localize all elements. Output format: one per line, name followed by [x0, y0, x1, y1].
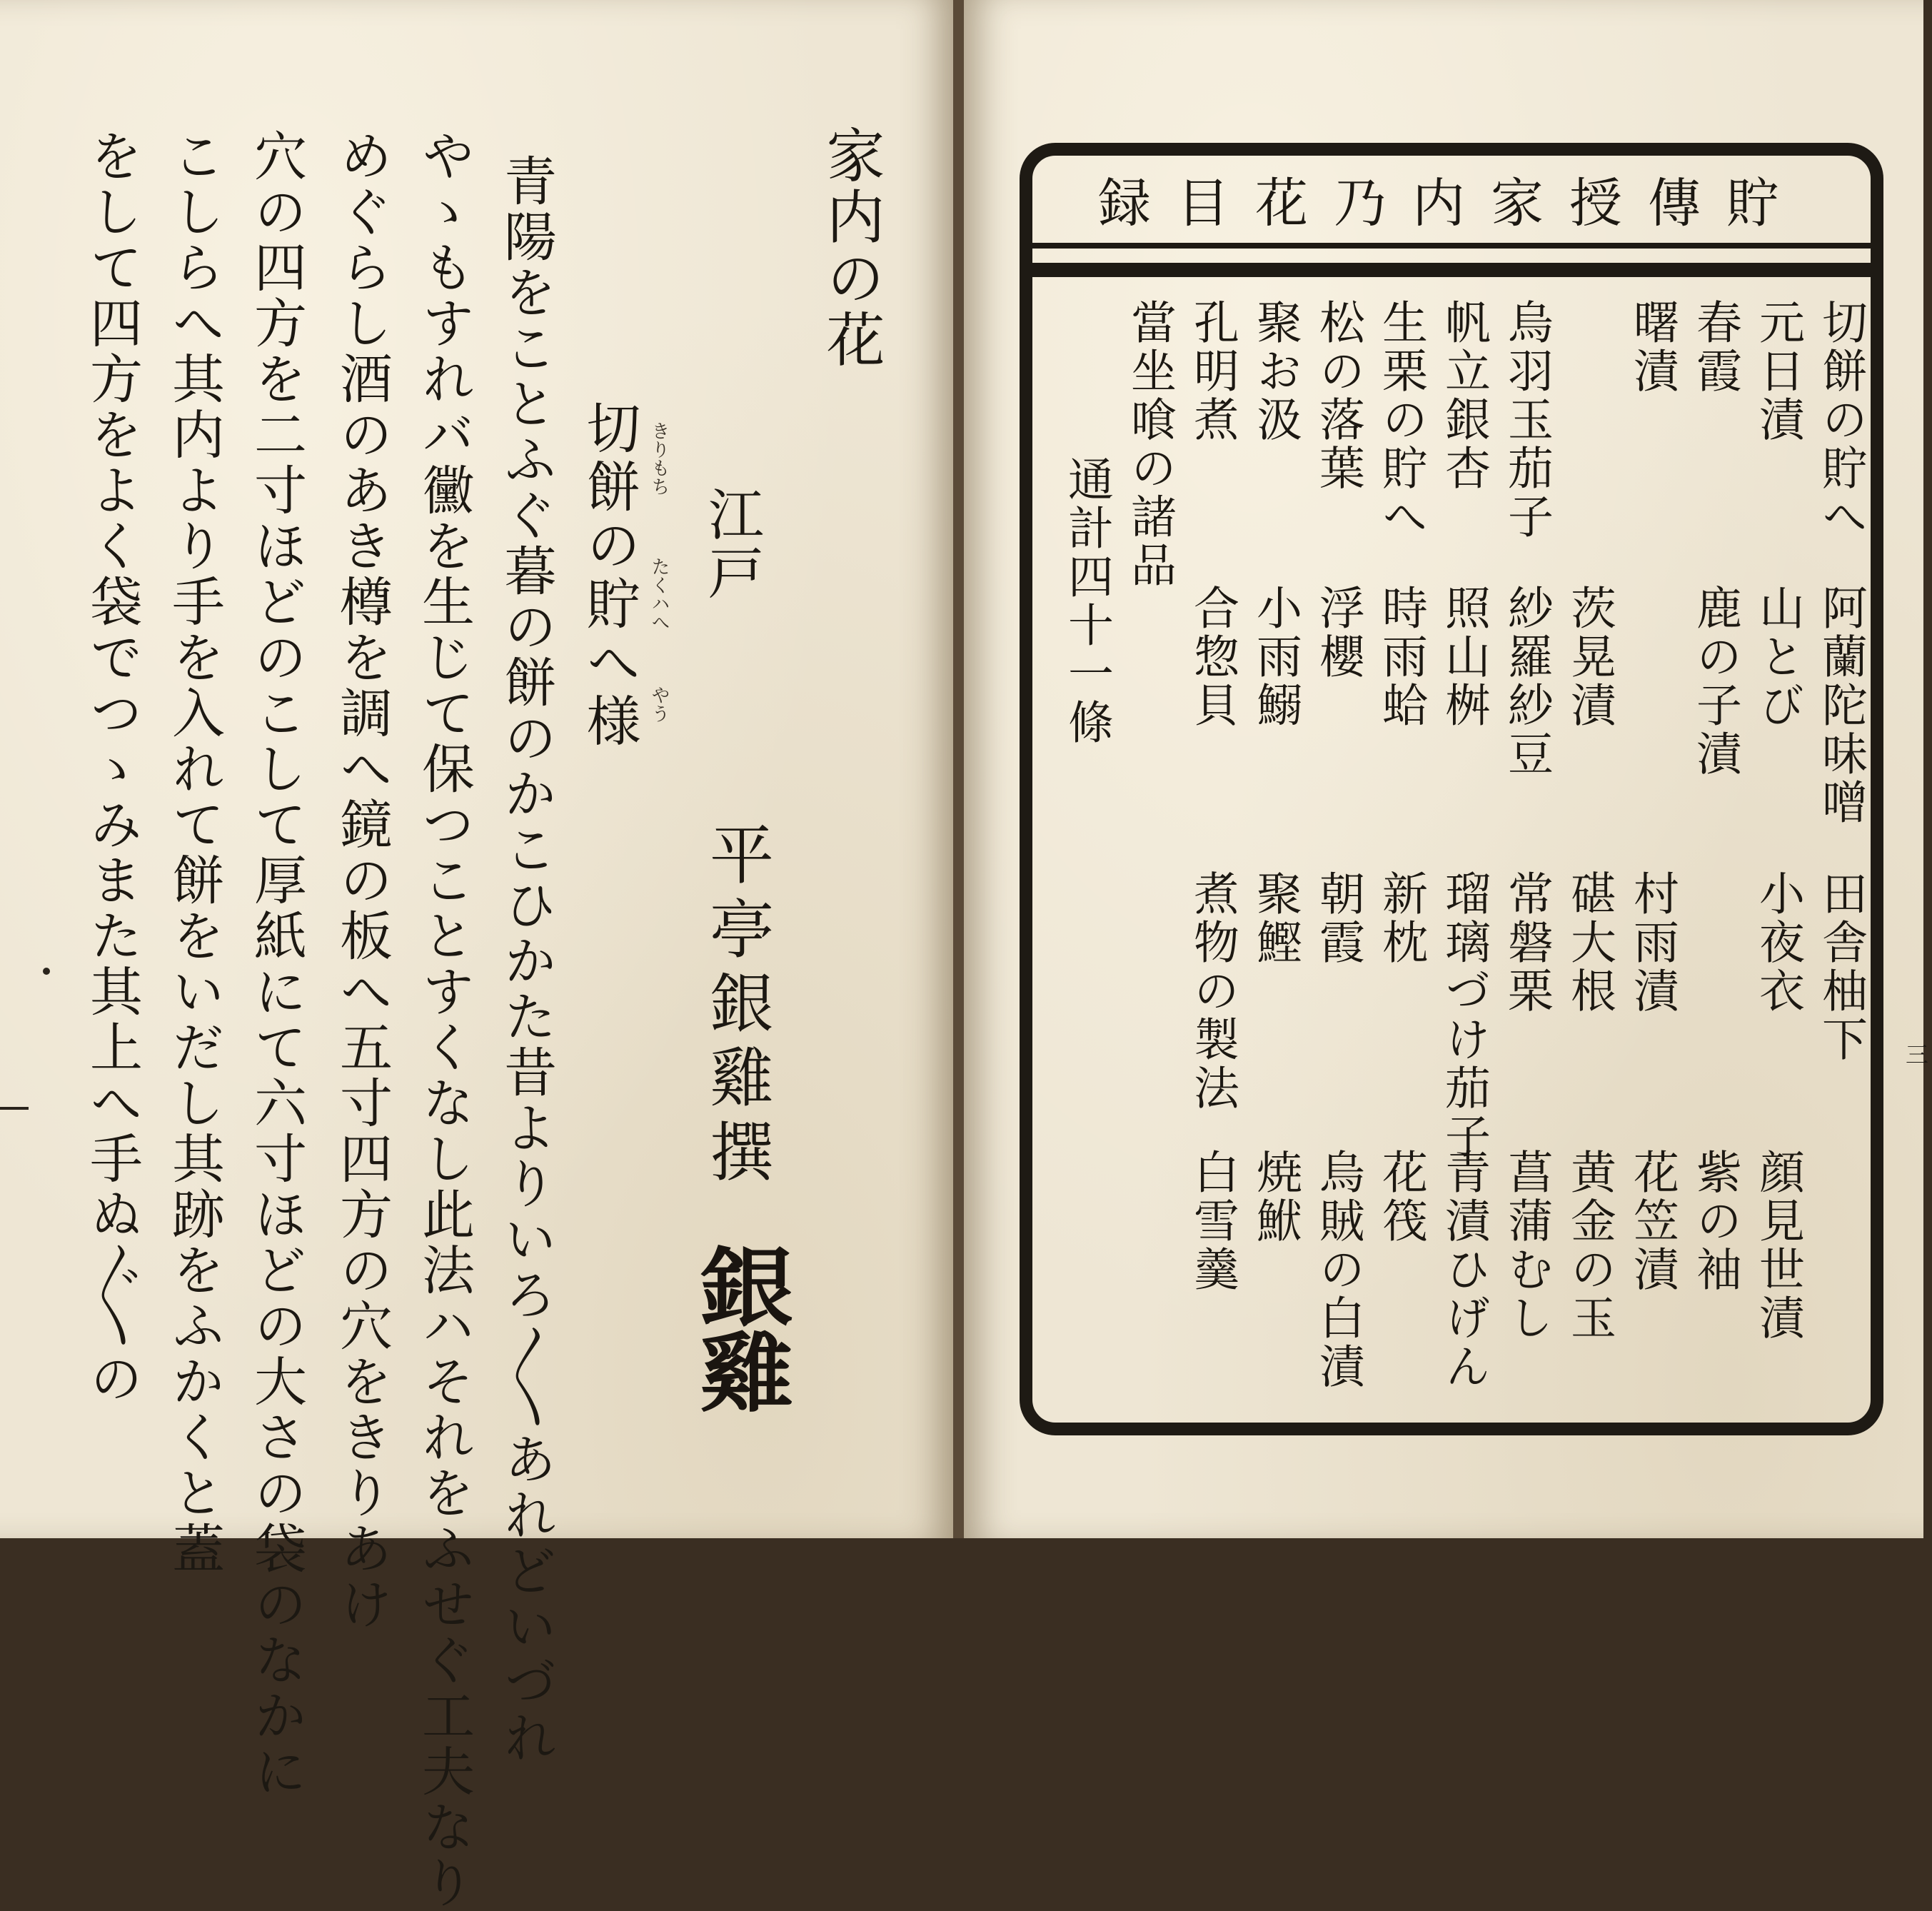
- toc-entry: 常磐栗: [1500, 870, 1553, 1015]
- page-number: 三: [1902, 1043, 1929, 1065]
- author-name: 平亭銀雞撰: [698, 821, 773, 1193]
- toc-entry: 焼鮲: [1249, 1148, 1302, 1245]
- margin-dot: [43, 968, 50, 975]
- toc-entry: 鹿の子漬: [1689, 584, 1741, 778]
- toc-entry: 聚鰹: [1249, 870, 1302, 967]
- toc-entry: 時雨蛤: [1374, 584, 1427, 730]
- toc-entry: 切餅の貯へ: [1814, 299, 1867, 541]
- toc-frame: [1020, 143, 1883, 1435]
- recipe-title: 切餅の貯へ様: [578, 400, 641, 751]
- toc-entry: 顔見世漬: [1751, 1148, 1804, 1343]
- toc-entry: 小夜衣: [1751, 870, 1804, 1015]
- body-line-2: やゝもすれバ黴を生じて保つことすくなし此法ハそれをふせぐ工夫なり: [413, 129, 475, 1911]
- toc-entry: 孔明煮: [1186, 299, 1239, 444]
- toc-entry: 當坐喰の諸品: [1123, 299, 1176, 590]
- toc-title: 貯傳授家内乃花目録: [1098, 173, 1805, 234]
- toc-entry: 紗羅紗豆: [1500, 584, 1553, 778]
- toc-header: [1032, 156, 1871, 249]
- author-seal: [668, 1228, 810, 1428]
- body-line-6: をして四方をよく袋でつゝみまた其上へ手ぬ〴〵の: [81, 129, 143, 1407]
- toc-entry: 碪大根: [1563, 870, 1616, 1015]
- left-page: [0, 0, 953, 1911]
- body-line-1: 青陽をことふぐ暮の餅のかこひかた昔よりいろ〳〵あれどいづれ: [495, 154, 557, 1766]
- ruby-takuwae: たくハへ: [648, 557, 670, 631]
- author-place: 江戸: [699, 486, 763, 603]
- toc-entry: 聚お汲: [1249, 299, 1302, 444]
- toc-entry: 通計四十一條: [1060, 456, 1113, 747]
- body-line-4: 穴の四方を二寸ほどのこして厚紙にて六寸ほどの大さの袋のなかに: [246, 129, 307, 1800]
- toc-entry: 花笠漬: [1626, 1148, 1679, 1294]
- toc-entry: 曙漬: [1626, 299, 1679, 396]
- body-line-5: こしらへ其内より手を入れて餅をいだし其跡をふかくと蓋: [163, 129, 225, 1577]
- toc-entry: 村雨漬: [1626, 870, 1679, 1015]
- toc-entry: 浮櫻: [1312, 584, 1364, 681]
- toc-entry: 小雨鰯: [1249, 584, 1302, 730]
- toc-entry: 煮物の製法: [1186, 870, 1239, 1113]
- toc-entry: 烏賊の白漬: [1312, 1148, 1364, 1391]
- toc-entry: 帆立銀杏: [1437, 299, 1490, 493]
- toc-entry: 茨晃漬: [1563, 584, 1616, 730]
- toc-entry: 春霞: [1689, 299, 1741, 396]
- toc-entry: 黄金の玉: [1563, 1148, 1616, 1343]
- toc-entry: 烏羽玉茄子: [1500, 299, 1553, 541]
- toc-entry: 田舎柚下: [1814, 870, 1867, 1064]
- toc-entry: 青漬ひげん: [1437, 1148, 1490, 1391]
- toc-entry: 菖蒲むし: [1500, 1148, 1553, 1343]
- ruby-you: やう: [648, 686, 670, 723]
- toc-entry: 照山桝: [1437, 584, 1490, 730]
- toc-entry: 合惣貝: [1186, 584, 1239, 730]
- toc-entry: 阿蘭陀味噌: [1814, 584, 1867, 827]
- toc-entry: 生栗の貯へ: [1374, 299, 1427, 541]
- book-title: 家内の花: [817, 125, 885, 371]
- body-line-3: めぐらし酒のあき樽を調へ鏡の板へ五寸四方の穴をきりあけ: [331, 129, 393, 1632]
- toc-entry: 山とび: [1751, 584, 1804, 730]
- toc-entry: 瑠璃づけ茄子: [1437, 870, 1490, 1161]
- toc-entry: 紫の袖: [1689, 1148, 1741, 1294]
- seal-text: 銀雞: [684, 1243, 795, 1414]
- toc-entry: 元日漬: [1751, 299, 1804, 444]
- toc-entry: 朝霞: [1312, 870, 1364, 967]
- toc-entry: 新枕: [1374, 870, 1427, 967]
- margin-mark: [0, 1107, 29, 1110]
- ruby-kirimochi: きりもち: [648, 421, 670, 496]
- book-gutter: [953, 0, 964, 1538]
- toc-entry: 花筏: [1374, 1148, 1427, 1245]
- toc-band: [1032, 263, 1871, 277]
- toc-entry: 松の落葉: [1312, 299, 1364, 493]
- toc-entry: 白雪羹: [1186, 1148, 1239, 1294]
